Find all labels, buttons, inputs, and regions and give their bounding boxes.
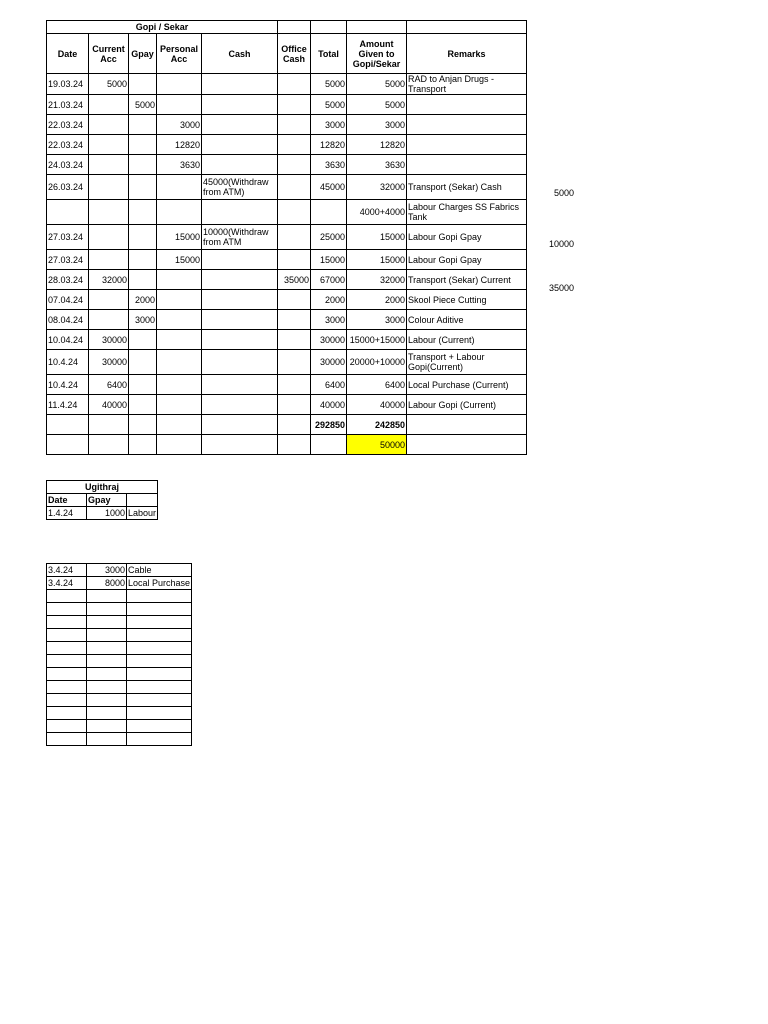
cell-office-cash <box>278 200 311 225</box>
cell-current-acc <box>89 250 129 270</box>
cell-date <box>47 415 89 435</box>
cell-office-cash <box>278 415 311 435</box>
cell-date: 07.04.24 <box>47 290 89 310</box>
header-date: Date <box>47 34 89 74</box>
cell-remarks: Labour Charges SS Fabrics Tank <box>407 200 527 225</box>
table-row <box>47 135 527 155</box>
cell-current-acc: 5000 <box>89 74 129 95</box>
cell-date: 28.03.24 <box>47 270 89 290</box>
empty-row <box>47 616 192 629</box>
cell: 3000 <box>87 564 127 577</box>
cell-gpay: 5000 <box>129 95 157 115</box>
cell <box>87 603 127 616</box>
cell-personal-acc <box>157 350 202 375</box>
cell-remarks: Labour (Current) <box>407 330 527 350</box>
cell-date: 19.03.24 <box>47 74 89 95</box>
header-total: Total <box>311 34 347 74</box>
header-personal-acc: Personal Acc <box>157 34 202 74</box>
cell-cash <box>202 115 278 135</box>
cell-gpay <box>129 74 157 95</box>
cell-amount-given: 2000 <box>347 290 407 310</box>
cell-date: 24.03.24 <box>47 155 89 175</box>
cell-remarks <box>407 435 527 455</box>
title-row <box>47 21 527 34</box>
cell: 3.4.24 <box>47 577 87 590</box>
cell <box>47 733 87 746</box>
cell-amount-given: 15000 <box>347 225 407 250</box>
cell: 3.4.24 <box>47 564 87 577</box>
cell <box>127 668 192 681</box>
cell-cash: 45000(Withdraw from ATM) <box>202 175 278 200</box>
cell <box>47 655 87 668</box>
table-row <box>47 175 527 200</box>
cell-total: 5000 <box>311 95 347 115</box>
cell <box>127 642 192 655</box>
cell-personal-acc: 12820 <box>157 135 202 155</box>
cell-gpay <box>129 175 157 200</box>
cell-personal-acc: 3630 <box>157 155 202 175</box>
cell-remarks: Colour Aditive <box>407 310 527 330</box>
cell-current-acc <box>89 225 129 250</box>
gopi-sekar-ledger <box>46 20 527 455</box>
expense-table <box>46 563 192 746</box>
cell-amount-given: 32000 <box>347 175 407 200</box>
table-row <box>47 375 527 395</box>
cell-gpay <box>129 115 157 135</box>
cell <box>87 707 127 720</box>
cell <box>87 720 127 733</box>
ugithraj-table <box>46 480 158 520</box>
cell-gpay <box>129 155 157 175</box>
cell <box>87 642 127 655</box>
cell-gpay <box>129 375 157 395</box>
cell-office-cash <box>278 290 311 310</box>
cell <box>127 616 192 629</box>
cell-remarks <box>407 135 527 155</box>
side-value: 10000 <box>548 239 574 249</box>
cell-amount-given: 40000 <box>347 395 407 415</box>
cell-remarks <box>407 115 527 135</box>
ugithraj-header-blank <box>127 494 158 507</box>
cell-gpay <box>129 330 157 350</box>
cell-gpay <box>129 225 157 250</box>
header-current-acc: Current Acc <box>89 34 129 74</box>
ugithraj-title: Ugithraj <box>47 481 158 494</box>
cell-remarks: RAD to Anjan Drugs - Transport <box>407 74 527 95</box>
cell <box>87 629 127 642</box>
cell-cash <box>202 95 278 115</box>
table-row <box>47 200 527 225</box>
side-value: 5000 <box>553 188 574 198</box>
cell-remarks: Skool Piece Cutting <box>407 290 527 310</box>
cell-personal-acc <box>157 330 202 350</box>
cell-cash <box>202 270 278 290</box>
table-row <box>47 577 192 590</box>
cell-total: 12820 <box>311 135 347 155</box>
empty-row <box>47 733 192 746</box>
cell-date: 11.4.24 <box>47 395 89 415</box>
cell-office-cash <box>278 115 311 135</box>
cell-amount-given: 3000 <box>347 310 407 330</box>
cell-personal-acc <box>157 435 202 455</box>
cell-cash <box>202 310 278 330</box>
cell-current-acc <box>89 175 129 200</box>
cell-total <box>311 435 347 455</box>
cell-total: 30000 <box>311 350 347 375</box>
cell-current-acc: 30000 <box>89 330 129 350</box>
cell-total: 40000 <box>311 395 347 415</box>
cell <box>127 655 192 668</box>
cell-date: 21.03.24 <box>47 95 89 115</box>
cell-total: 2000 <box>311 290 347 310</box>
cell <box>47 616 87 629</box>
cell-date: 22.03.24 <box>47 115 89 135</box>
cell-remarks: Local Purchase (Current) <box>407 375 527 395</box>
cell-amount-given: 242850 <box>347 415 407 435</box>
cell <box>47 694 87 707</box>
cell-amount-given: 5000 <box>347 95 407 115</box>
empty-row <box>47 694 192 707</box>
header-amount-given: Amount Given to Gopi/Sekar <box>347 34 407 74</box>
cell-cash <box>202 290 278 310</box>
cell-personal-acc: 15000 <box>157 250 202 270</box>
cell <box>127 707 192 720</box>
cell-office-cash: 35000 <box>278 270 311 290</box>
cell-cash <box>202 350 278 375</box>
cell-cash <box>202 74 278 95</box>
cell: Local Purchase <box>128 578 191 588</box>
cell-date: 10.04.24 <box>47 330 89 350</box>
cell <box>47 590 87 603</box>
cell-current-acc: 30000 <box>89 350 129 375</box>
cell-total: 15000 <box>311 250 347 270</box>
balance-row <box>47 435 527 455</box>
cell-gpay <box>129 250 157 270</box>
cell-office-cash <box>278 95 311 115</box>
cell-amount-given: 4000+4000 <box>347 200 407 225</box>
cell-amount-given: 20000+10000 <box>347 350 407 375</box>
cell-personal-acc <box>157 95 202 115</box>
cell-gpay <box>129 415 157 435</box>
table-row <box>47 270 527 290</box>
table-row <box>47 74 527 95</box>
cell <box>87 694 127 707</box>
cell-office-cash <box>278 175 311 200</box>
cell-personal-acc <box>157 74 202 95</box>
cell <box>127 603 192 616</box>
empty-row <box>47 603 192 616</box>
cell-remarks: Transport (Sekar) Current <box>407 270 527 290</box>
cell-date: 10.4.24 <box>47 375 89 395</box>
cell-cash <box>202 155 278 175</box>
cell-personal-acc: 15000 <box>157 225 202 250</box>
cell-personal-acc <box>157 310 202 330</box>
cell-remarks <box>407 415 527 435</box>
cell-total: 6400 <box>311 375 347 395</box>
cell-gpay <box>129 200 157 225</box>
cell-amount-given: 6400 <box>347 375 407 395</box>
table-row <box>47 115 527 135</box>
cell-personal-acc: 3000 <box>157 115 202 135</box>
header-row <box>47 34 527 74</box>
cell <box>47 629 87 642</box>
table-row <box>47 350 527 375</box>
cell-date <box>47 200 89 225</box>
ugithraj-header-gpay: Gpay <box>87 494 127 507</box>
cell: Labour <box>128 508 157 518</box>
cell-gpay: 2000 <box>129 290 157 310</box>
cell-cash <box>202 395 278 415</box>
cell: 1000 <box>87 507 127 520</box>
cell-office-cash <box>278 250 311 270</box>
cell-office-cash <box>278 135 311 155</box>
table-row <box>47 564 192 577</box>
cell-total <box>311 200 347 225</box>
cell <box>127 590 192 603</box>
cell-total: 25000 <box>311 225 347 250</box>
table-row <box>47 250 527 270</box>
cell-gpay: 3000 <box>129 310 157 330</box>
cell-date: 10.4.24 <box>47 350 89 375</box>
table-row <box>47 507 158 520</box>
cell-office-cash <box>278 350 311 375</box>
cell-gpay <box>129 395 157 415</box>
table-row <box>47 310 527 330</box>
cell-cash <box>202 200 278 225</box>
cell-amount-given: 15000 <box>347 250 407 270</box>
cell-current-acc: 32000 <box>89 270 129 290</box>
empty-row <box>47 655 192 668</box>
table-row <box>47 330 527 350</box>
cell-total: 5000 <box>311 74 347 95</box>
cell <box>87 616 127 629</box>
cell <box>87 733 127 746</box>
header-remarks: Remarks <box>407 34 527 74</box>
table-row <box>47 95 527 115</box>
header-gpay: Gpay <box>129 34 157 74</box>
cell <box>127 681 192 694</box>
cell-remarks: Transport + Labour Gopi(Current) <box>407 350 527 375</box>
cell <box>47 603 87 616</box>
cell-office-cash <box>278 375 311 395</box>
empty-row <box>47 720 192 733</box>
cell-personal-acc <box>157 415 202 435</box>
table-row <box>47 290 527 310</box>
total-row <box>47 415 527 435</box>
cell-personal-acc <box>157 375 202 395</box>
cell-current-acc <box>89 115 129 135</box>
cell-date <box>47 435 89 455</box>
cell-gpay <box>129 270 157 290</box>
cell <box>87 681 127 694</box>
cell <box>47 720 87 733</box>
cell-date: 08.04.24 <box>47 310 89 330</box>
cell <box>87 668 127 681</box>
cell-cash <box>202 375 278 395</box>
cell-gpay <box>129 435 157 455</box>
cell-remarks: Labour Gopi (Current) <box>407 395 527 415</box>
empty-row <box>47 707 192 720</box>
cell-current-acc: 40000 <box>89 395 129 415</box>
cell <box>47 642 87 655</box>
ledger-title: Gopi / Sekar <box>47 21 278 34</box>
cell-current-acc <box>89 290 129 310</box>
cell-date: 27.03.24 <box>47 225 89 250</box>
cell-personal-acc <box>157 290 202 310</box>
cell-current-acc <box>89 155 129 175</box>
cell-office-cash <box>278 395 311 415</box>
cell-cash <box>202 135 278 155</box>
cell-personal-acc <box>157 395 202 415</box>
empty-row <box>47 681 192 694</box>
header-office-cash: Office Cash <box>278 34 311 74</box>
cell <box>127 720 192 733</box>
cell-total: 3000 <box>311 115 347 135</box>
table-row <box>47 225 527 250</box>
cell-office-cash <box>278 155 311 175</box>
cell-total: 45000 <box>311 175 347 200</box>
cell-remarks: Labour Gopi Gpay <box>407 250 527 270</box>
cell-date: 27.03.24 <box>47 250 89 270</box>
cell <box>127 629 192 642</box>
cell-amount-given: 32000 <box>347 270 407 290</box>
ugithraj-header-date: Date <box>47 494 87 507</box>
cell: 8000 <box>87 577 127 590</box>
cell <box>47 681 87 694</box>
cell-total: 292850 <box>311 415 347 435</box>
cell-amount-given: 12820 <box>347 135 407 155</box>
cell-cash <box>202 330 278 350</box>
cell-remarks <box>407 155 527 175</box>
cell-date: 22.03.24 <box>47 135 89 155</box>
cell-current-acc <box>89 310 129 330</box>
cell-amount-given: 50000 <box>347 435 407 455</box>
cell-current-acc <box>89 435 129 455</box>
cell-cash: 10000(Withdraw from ATM <box>202 225 278 250</box>
cell <box>127 694 192 707</box>
cell-current-acc <box>89 415 129 435</box>
table-row <box>47 395 527 415</box>
side-value: 35000 <box>548 283 574 293</box>
cell-total: 3630 <box>311 155 347 175</box>
cell-current-acc: 6400 <box>89 375 129 395</box>
cell <box>87 655 127 668</box>
cell <box>127 733 192 746</box>
header-cash: Cash <box>202 34 278 74</box>
cell-remarks: Labour Gopi Gpay <box>407 225 527 250</box>
cell <box>47 707 87 720</box>
cell-cash <box>202 415 278 435</box>
cell-amount-given: 15000+15000 <box>347 330 407 350</box>
cell-current-acc <box>89 200 129 225</box>
cell-amount-given: 5000 <box>347 74 407 95</box>
cell-current-acc <box>89 135 129 155</box>
cell-personal-acc <box>157 175 202 200</box>
empty-row <box>47 642 192 655</box>
empty-row <box>47 668 192 681</box>
cell-gpay <box>129 350 157 375</box>
cell-remarks: Transport (Sekar) Cash <box>407 175 527 200</box>
cell-office-cash <box>278 74 311 95</box>
cell: Cable <box>127 564 192 577</box>
cell-remarks <box>407 95 527 115</box>
cell-total: 3000 <box>311 310 347 330</box>
cell-office-cash <box>278 435 311 455</box>
cell-personal-acc <box>157 200 202 225</box>
cell-office-cash <box>278 330 311 350</box>
cell-amount-given: 3000 <box>347 115 407 135</box>
cell-personal-acc <box>157 270 202 290</box>
cell-cash <box>202 435 278 455</box>
cell-current-acc <box>89 95 129 115</box>
cell <box>87 590 127 603</box>
cell-total: 30000 <box>311 330 347 350</box>
cell: 1.4.24 <box>47 507 87 520</box>
cell-total: 67000 <box>311 270 347 290</box>
cell-amount-given: 3630 <box>347 155 407 175</box>
cell-office-cash <box>278 310 311 330</box>
empty-row <box>47 629 192 642</box>
cell-office-cash <box>278 225 311 250</box>
cell-gpay <box>129 135 157 155</box>
table-row <box>47 155 527 175</box>
cell-date: 26.03.24 <box>47 175 89 200</box>
cell-cash <box>202 250 278 270</box>
cell <box>47 668 87 681</box>
empty-row <box>47 590 192 603</box>
